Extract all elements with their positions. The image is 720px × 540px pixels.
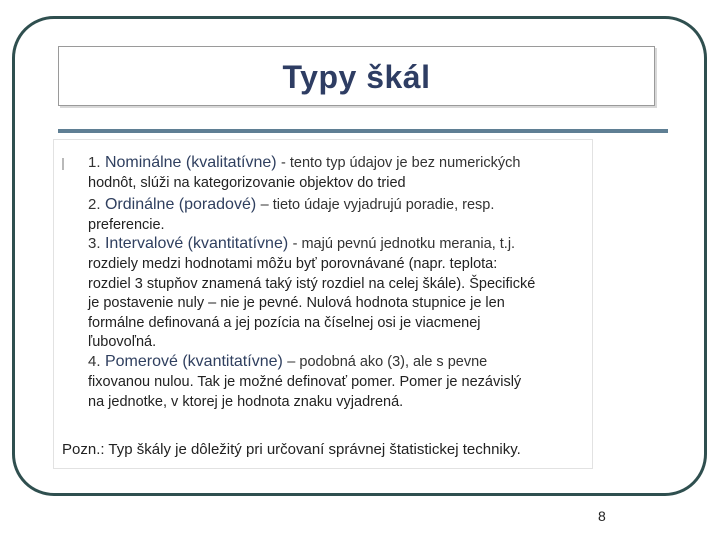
item-line: preferencie. (88, 217, 165, 233)
item-term: Intervalové (kvantitatívne) (104, 235, 289, 252)
item-line: fixovanou nulou. Tak je možné definovať pomer. Pomer je nezávislý (88, 374, 522, 390)
item-term: Nominálne (kvalitatívne) (104, 154, 277, 171)
title-divider (58, 129, 668, 133)
page-number: 8 (598, 508, 606, 524)
scale-item-ordinal (88, 194, 588, 236)
bullet-marker (62, 158, 64, 170)
item-number: 1. (88, 154, 101, 171)
item-line: rozdiel 3 stupňov znamená taký istý rozdiel na celej škále). Špecifické (88, 275, 536, 292)
scale-item-interval (88, 233, 588, 353)
item-line: formálne definovaná a jej pozícia na číselnej osi je viacmenej (88, 314, 481, 331)
item-line: ľubovoľná. (88, 334, 157, 351)
title-box (58, 46, 655, 106)
item-description: – podobná ako (3), ale s pevne (287, 354, 488, 370)
item-description: - majú pevnú jednotku merania, t.j. (292, 236, 516, 252)
scale-item-nominal (88, 152, 588, 194)
item-description: - tento typ údajov je bez numerických (281, 155, 521, 171)
scale-item-ratio (88, 351, 588, 412)
item-line: hodnôt, slúži na kategorizovanie objektov do tried (88, 175, 406, 191)
item-term: Pomerové (kvantitatívne) (104, 353, 283, 370)
item-term: Ordinálne (poradové) (104, 196, 257, 213)
item-line: na jednotke, v ktorej je hodnota znaku vyjadrená. (88, 393, 404, 410)
item-line: je postavenie nuly – nie je pevné. Nulová hodnota stupnice je len (88, 295, 505, 312)
item-number: 2. (88, 196, 101, 213)
item-number: 3. (88, 235, 101, 252)
item-number: 4. (88, 353, 101, 370)
footnote: Pozn.: Typ škály je dôležitý pri určovaní správnej štatistickej techniky. (62, 441, 521, 458)
item-description: – tieto údaje vyjadrujú poradie, resp. (260, 197, 495, 213)
item-line: rozdiely medzi hodnotami môžu byť porovnávané (napr. teplota: (88, 256, 498, 272)
slide-title: Typy škál (282, 59, 431, 95)
